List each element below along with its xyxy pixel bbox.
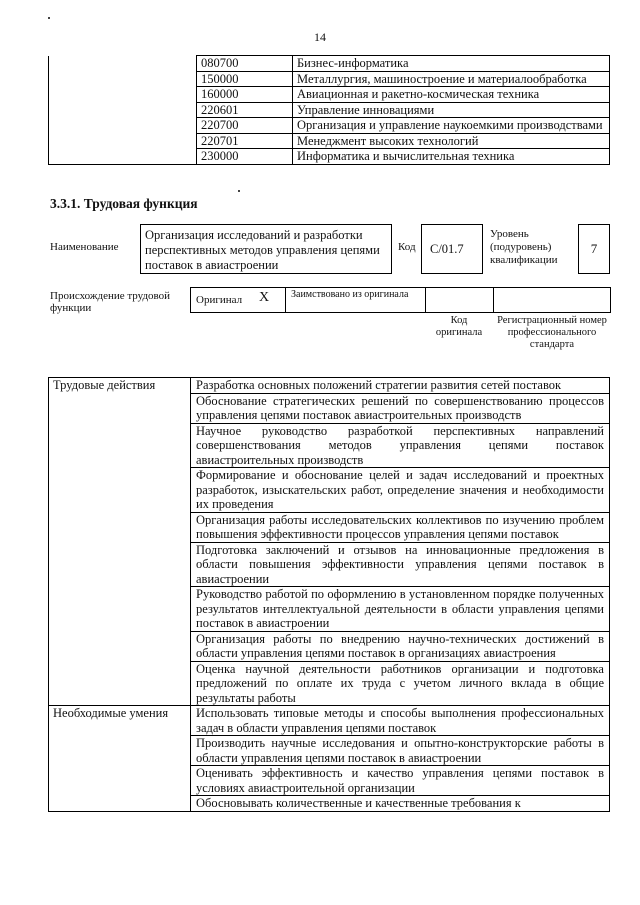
original-label: Оригинал (196, 294, 243, 306)
section-title: 3.3.1. Трудовая функция (50, 196, 198, 211)
scan-speck (48, 17, 50, 19)
labor-action-item: Обоснование стратегических решений по совершенствованию процессов управления цепями поставок авиастроительных производств (191, 393, 610, 423)
original-mark: X (259, 290, 270, 305)
blank-cell (49, 87, 197, 103)
code-row (49, 133, 610, 149)
labor-action-item: Подготовка заключений и отзывов на инновационные предложения в области повышения эффективности управления цепями поставок в авиастроении (191, 542, 610, 587)
page-number: 14 (314, 30, 326, 44)
function-details-table (48, 377, 610, 812)
code-cell: 220700 (197, 118, 293, 134)
blank-cell (49, 102, 197, 118)
blank-cell (49, 118, 197, 134)
level-value: 7 (578, 224, 610, 274)
specialty-name-cell: Менеджмент высоких технологий (293, 133, 610, 149)
specialty-name-cell: Авиационная и ракетно-космическая техника (293, 87, 610, 103)
code-row (49, 87, 610, 103)
code-cell: 080700 (197, 56, 293, 72)
level-label: Уровень (подуровень) квалификации (490, 228, 558, 266)
specialty-codes-table (48, 55, 610, 165)
labor-action-item: Разработка основных положений стратегии развития сетей поставок (191, 378, 610, 394)
labor-action-item: Оценка научной деятельности работников организации и подготовка предложений по оплате их труда с учетом личного вклада в общие результаты работы (191, 661, 610, 706)
blank-cell (49, 149, 197, 165)
origin-divider (425, 287, 426, 313)
specialty-name-cell: Бизнес-информатика (293, 56, 610, 72)
code-row (49, 102, 610, 118)
labor-action-item: Формирование и обоснование целей и задач исследований и проектных разработок, изыскательских работ, определение значения и необходимости их проведения (191, 468, 610, 513)
code-cell: 230000 (197, 149, 293, 165)
specialty-name-cell: Организация и управление наукоемкими производствами (293, 118, 610, 134)
code-row (49, 149, 610, 165)
code-row (49, 56, 610, 72)
code-cell: 220601 (197, 102, 293, 118)
skill-category-label: Необходимые умения (49, 706, 191, 812)
scan-speck (238, 190, 240, 192)
origin-label: Происхождение трудовой функции (50, 290, 171, 314)
specialty-name-cell: Управление инновациями (293, 102, 610, 118)
origin-divider (493, 287, 494, 313)
blank-cell (49, 133, 197, 149)
labor-action-row (49, 378, 610, 394)
function-code: C/01.7 (421, 224, 483, 274)
blank-cell (49, 71, 197, 87)
code-cell: 220701 (197, 133, 293, 149)
labor-action-item: Организация работы исследовательских коллективов по изучению проблем повышения эффективности процессов управления цепями поставок (191, 512, 610, 542)
code-original-caption: Код оригинала (435, 315, 483, 338)
labor-action-item: Руководство работой по оформлению в установленном порядке полученных результатов интеллектуальной деятельности в области управления цепями поставок в авиастроении (191, 587, 610, 632)
code-row (49, 118, 610, 134)
labor-action-item: Организация работы по внедрению научно-технических достижений в области управления цепями поставок в организациях авиастроения (191, 631, 610, 661)
specialty-name-cell: Информатика и вычислительная техника (293, 149, 610, 165)
code-cell: 160000 (197, 87, 293, 103)
skill-item: Обосновывать количественные и качественные требования к (191, 796, 610, 812)
skill-row (49, 706, 610, 736)
skill-item: Производить научные исследования и опытно-конструкторские работы в области управления цепями поставок в авиастроении (191, 736, 610, 766)
specialty-name-cell: Металлургия, машиностроение и материалообработка (293, 71, 610, 87)
function-name: Организация исследований и разработки перспективных методов управления цепями поставок в авиастроении (140, 224, 392, 274)
code-label: Код (398, 241, 416, 253)
skill-item: Оценивать эффективность и качество управления цепями поставок в условиях авиастроительной организации (191, 766, 610, 796)
code-row (49, 71, 610, 87)
name-label: Наименование (50, 241, 119, 253)
origin-divider (285, 287, 286, 313)
code-cell: 150000 (197, 71, 293, 87)
labor-action-item: Научное руководство разработкой перспективных направлений совершенствования методов управления цепями поставок авиастроительных производств (191, 423, 610, 468)
borrowed-label: Заимствовано из оригинала (291, 289, 409, 300)
blank-cell (49, 56, 197, 72)
reg-number-caption: Регистрационный номер профессионального стандарта (497, 315, 607, 350)
skill-item: Использовать типовые методы и способы выполнения профессиональных задач в области управления цепями поставок (191, 706, 610, 736)
labor-action-category-label: Трудовые действия (49, 378, 191, 706)
